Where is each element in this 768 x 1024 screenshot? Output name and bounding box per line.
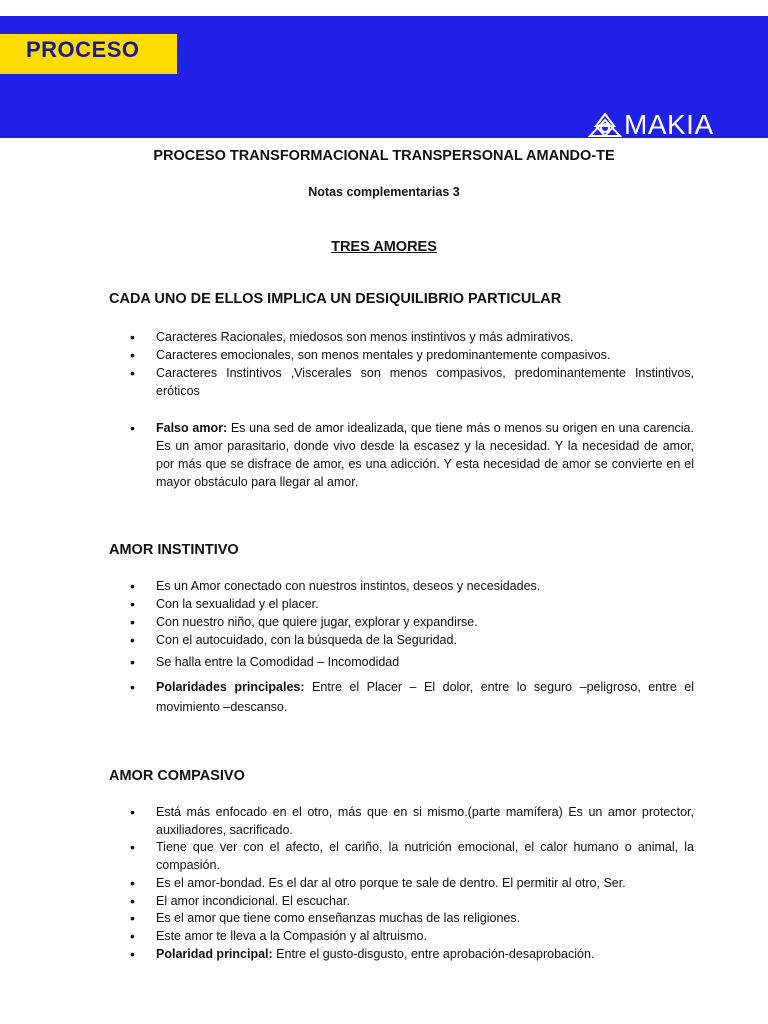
makia-logo — [588, 110, 714, 140]
document-subtitle: Notas complementarias 3 — [308, 185, 460, 199]
falso-amor-label: Falso amor: — [156, 421, 228, 435]
list-item: • Este amor te lleva a la Compasión y al altruismo. — [130, 928, 694, 946]
list-item: • Caracteres emocionales, son menos mentales y predominantemente compasivos. — [130, 346, 694, 364]
logo-text: MAKIA — [624, 109, 714, 140]
list-item: • El amor incondicional. El escuchar. — [130, 893, 694, 911]
polaridad-text: Entre el gusto-disgusto, entre aprobación-desaprobación. — [272, 946, 595, 961]
list-item: • Es el amor que tiene como enseñanzas muchas de las religiones. — [130, 910, 694, 928]
compasivo-heading: AMOR COMPASIVO — [109, 768, 245, 784]
polaridades-text: Entre el Placer – El dolor, entre lo seguro –peligroso, entre el movimiento –descanso. — [156, 680, 695, 714]
list-item: • Con el autocuidado, con la búsqueda de la Seguridad. — [130, 631, 694, 649]
document-title: PROCESO TRANSFORMACIONAL TRANSPERSONAL AMANDO-TE — [153, 148, 615, 164]
list-item: • Es el amor-bondad. Es el dar al otro porque te sale de dentro. El permitir al otro, Ser. — [130, 875, 694, 893]
triquetra-knot-icon — [588, 112, 622, 138]
compasivo-list — [130, 804, 694, 963]
list-item: • Es un Amor conectado con nuestros instintos, deseos y necesidades. — [130, 577, 694, 595]
list-item: • Caracteres Instintivos ,Viscerales son menos compasivos, predominantemente Instintivos, eróticos — [130, 364, 694, 400]
polaridades-item — [130, 677, 694, 717]
polaridad-label: Polaridad principal: — [156, 946, 273, 961]
list-item: • Con la sexualidad y el placer. — [130, 595, 694, 613]
polaridades-label: Polaridades principales: — [156, 680, 305, 694]
list-item: • Se halla entre la Comodidad – Incomodidad — [130, 653, 694, 671]
instintivo-heading: AMOR INSTINTIVO — [109, 542, 239, 558]
list-item: • Caracteres Racionales, miedosos son menos instintivos y más admirativos. — [130, 328, 694, 346]
falso-amor-list — [130, 419, 694, 491]
list-item: • Está más enfocado en el otro, más que en si mismo.(parte mamífera) Es un amor protector, auxiliadores, sacrificado. — [130, 804, 694, 839]
polaridad-item — [130, 946, 694, 964]
section-title — [0, 238, 768, 256]
list-item: • Tiene que ver con el afecto, el cariño, la nutrición emocional, el calor humano o animal, la compasión. — [130, 839, 694, 874]
instintivo-list — [130, 577, 694, 717]
list-item: • Con nuestro niño, que quiere jugar, explorar y expandirse. — [130, 613, 694, 631]
proceso-tag — [0, 34, 177, 74]
falso-amor-item — [130, 419, 694, 491]
intro-list — [130, 328, 694, 400]
proceso-tag-label: PROCESO — [26, 37, 140, 62]
falso-amor-text: Es una sed de amor idealizada, que tiene más o menos su origen en una carencia. Es un amor parasitario, donde vivo desde la escasez y la necesidad. Y la necesidad de amor, por más que se disfrace de amor, es una adicción. Y esta necesidad de amor se convierte en el mayor obstáculo para llegar al amor. — [156, 421, 694, 489]
intro-heading: CADA UNO DE ELLOS IMPLICA UN DESIQUILIBRIO PARTICULAR — [109, 291, 562, 307]
header-banner — [0, 16, 768, 138]
section-title-text: TRES AMORES — [331, 239, 437, 255]
